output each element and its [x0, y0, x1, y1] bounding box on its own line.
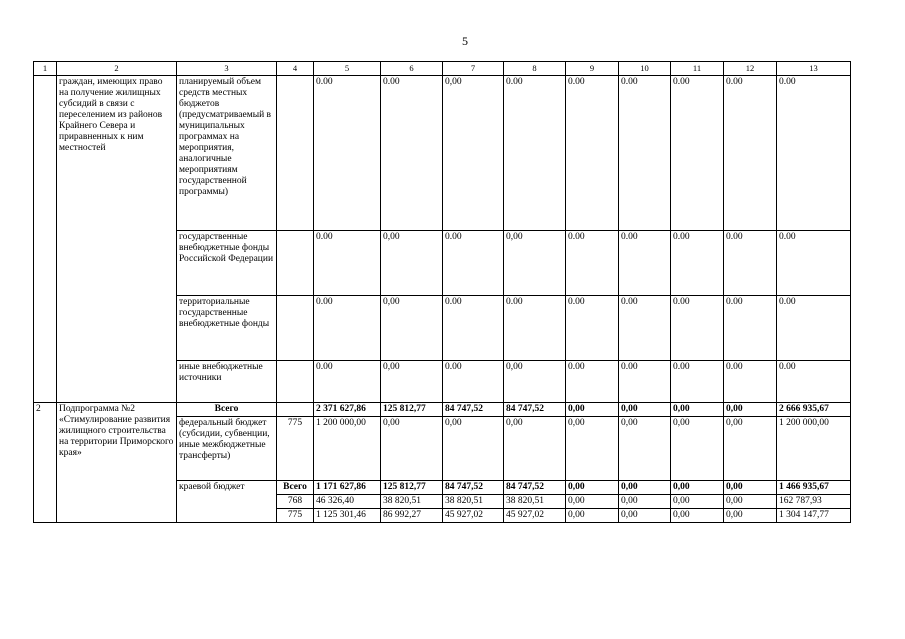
budget-code: 768 — [277, 495, 314, 509]
value-cell: 1 304 147,77 — [777, 509, 851, 523]
value-cell: 0.00 — [504, 296, 566, 361]
value-cell: 1 466 935,67 — [777, 481, 851, 495]
value-cell: 0.00 — [314, 361, 381, 403]
row-index-cell — [34, 76, 57, 403]
value-cell: 0.00 — [777, 361, 851, 403]
value-cell: 0.00 — [314, 231, 381, 296]
header-cell: 11 — [671, 62, 724, 76]
funding-source: государственные внебюджетные фонды Российской Федерации — [177, 231, 277, 296]
value-cell: 45 927,02 — [443, 509, 504, 523]
budget-code — [277, 76, 314, 231]
value-cell: 1 200 000,00 — [314, 417, 381, 481]
value-cell: 1 200 000,00 — [777, 417, 851, 481]
header-cell: 13 — [777, 62, 851, 76]
value-cell: 1 125 301,46 — [314, 509, 381, 523]
funding-source: планируемый объем средств местных бюджетов (предусматриваемый в муниципальных программах на мероприятия, аналогичные мероприятиям государственной программы) — [177, 76, 277, 231]
value-cell: 0.00 — [566, 296, 619, 361]
value-cell: 162 787,93 — [777, 495, 851, 509]
budget-code: 775 — [277, 509, 314, 523]
value-cell: 0.00 — [724, 231, 777, 296]
value-cell: 0.00 — [671, 231, 724, 296]
value-cell: 0,00 — [724, 509, 777, 523]
value-cell: 0,00 — [619, 403, 671, 417]
value-cell: 0,00 — [443, 417, 504, 481]
funding-source: иные внебюджетные источники — [177, 361, 277, 403]
value-cell: 0.00 — [777, 296, 851, 361]
value-cell: 0,00 — [724, 481, 777, 495]
value-cell: 2 666 935,67 — [777, 403, 851, 417]
value-cell: 0.00 — [619, 296, 671, 361]
value-cell: 0,00 — [619, 417, 671, 481]
value-cell: 38 820,51 — [504, 495, 566, 509]
funding-source: краевой бюджет — [177, 481, 277, 523]
value-cell: 0.00 — [724, 76, 777, 231]
value-cell: 0,00 — [504, 417, 566, 481]
value-cell: 0,00 — [381, 361, 443, 403]
value-cell: 1 171 627,86 — [314, 481, 381, 495]
header-cell: 12 — [724, 62, 777, 76]
value-cell: 0.00 — [671, 296, 724, 361]
budget-table — [33, 61, 851, 523]
budget-code — [277, 296, 314, 361]
value-cell: 0,00 — [566, 495, 619, 509]
value-cell: 0,00 — [504, 231, 566, 296]
value-cell: 0.00 — [381, 76, 443, 231]
value-cell: 0,00 — [566, 509, 619, 523]
header-cell: 9 — [566, 62, 619, 76]
table-row — [34, 403, 851, 417]
value-cell: 46 326,40 — [314, 495, 381, 509]
table-row — [34, 76, 851, 231]
value-cell: 0.00 — [619, 76, 671, 231]
value-cell: 0,00 — [671, 417, 724, 481]
value-cell: 0.00 — [314, 76, 381, 231]
value-cell: 0.00 — [671, 361, 724, 403]
value-cell: 86 992,27 — [381, 509, 443, 523]
value-cell: 84 747,52 — [504, 403, 566, 417]
header-cell: 8 — [504, 62, 566, 76]
value-cell: 0,00 — [724, 417, 777, 481]
value-cell: 0,00 — [724, 403, 777, 417]
value-cell: 0.00 — [777, 231, 851, 296]
value-cell: 0.00 — [671, 76, 724, 231]
value-cell: 45 927,02 — [504, 509, 566, 523]
budget-code — [277, 403, 314, 417]
value-cell: 0.00 — [724, 361, 777, 403]
funding-source: федеральный бюджет (субсидии, субвенции, иные межбюджетные трансферты) — [177, 417, 277, 481]
value-cell: 0,00 — [566, 417, 619, 481]
value-cell: 0,00 — [671, 481, 724, 495]
value-cell: 0,00 — [671, 509, 724, 523]
value-cell: 0.00 — [619, 231, 671, 296]
header-cell: 7 — [443, 62, 504, 76]
value-cell: 84 747,52 — [443, 403, 504, 417]
subprogram-name: Подпрограмма №2 «Стимулирование развития жилищного строительства на территории Приморского края» — [57, 403, 177, 523]
value-cell: 0.00 — [566, 231, 619, 296]
value-cell: 125 812,77 — [381, 403, 443, 417]
funding-source: территориальные государственные внебюджетные фонды — [177, 296, 277, 361]
value-cell: 0,00 — [724, 495, 777, 509]
header-cell: 2 — [57, 62, 177, 76]
value-cell: 0.00 — [566, 361, 619, 403]
value-cell: 38 820,51 — [443, 495, 504, 509]
header-cell: 4 — [277, 62, 314, 76]
value-cell: 0,00 — [566, 481, 619, 495]
value-cell: 0,00 — [381, 296, 443, 361]
row-index-cell: 2 — [34, 403, 57, 523]
value-cell: 0,00 — [443, 76, 504, 231]
value-cell: 0.00 — [443, 361, 504, 403]
header-cell: 1 — [34, 62, 57, 76]
value-cell: 0.00 — [443, 231, 504, 296]
value-cell: 0.00 — [724, 296, 777, 361]
value-cell: 125 812,77 — [381, 481, 443, 495]
budget-code: 775 — [277, 417, 314, 481]
value-cell: 0,00 — [671, 495, 724, 509]
value-cell: 0,00 — [381, 231, 443, 296]
budget-code — [277, 231, 314, 296]
value-cell: 0.00 — [443, 296, 504, 361]
page-number: 5 — [462, 34, 468, 48]
value-cell: 0.00 — [504, 76, 566, 231]
value-cell: 84 747,52 — [443, 481, 504, 495]
total-label: Всего — [177, 403, 277, 417]
value-cell: 0.00 — [566, 76, 619, 231]
value-cell: 0,00 — [671, 403, 724, 417]
value-cell: 2 371 627,86 — [314, 403, 381, 417]
value-cell: 0.00 — [314, 296, 381, 361]
budget-code: Всего — [277, 481, 314, 495]
value-cell: 38 820,51 — [381, 495, 443, 509]
header-cell: 10 — [619, 62, 671, 76]
value-cell: 0.00 — [777, 76, 851, 231]
header-cell: 5 — [314, 62, 381, 76]
value-cell: 0,00 — [381, 417, 443, 481]
value-cell: 0.00 — [619, 361, 671, 403]
header-cell: 3 — [177, 62, 277, 76]
value-cell: 0,00 — [566, 403, 619, 417]
budget-code — [277, 361, 314, 403]
value-cell: 0,00 — [619, 495, 671, 509]
value-cell: 0,00 — [619, 509, 671, 523]
value-cell: 84 747,52 — [504, 481, 566, 495]
table-header-row — [34, 62, 851, 76]
program-description: граждан, имеющих право на получение жилищных субсидий в связи с переселением из районов Крайнего Севера и приравненных к ним местностей — [57, 76, 177, 403]
value-cell: 0,00 — [619, 481, 671, 495]
header-cell: 6 — [381, 62, 443, 76]
value-cell: 0,00 — [504, 361, 566, 403]
